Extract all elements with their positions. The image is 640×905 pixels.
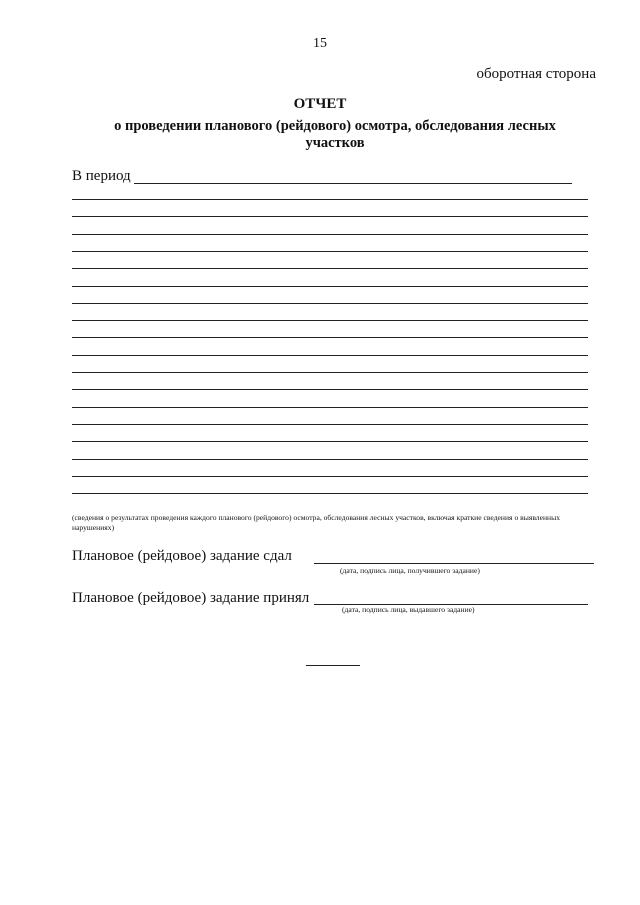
- period-input-line[interactable]: [134, 183, 572, 184]
- results-caption: (сведения о результатах проведения каждого планового (рейдового) осмотра, обследования лесных участков, включая краткие сведения о выявленных нарушениях): [72, 513, 560, 532]
- handed-over-caption: (дата, подпись лица, получившего задание): [340, 566, 480, 575]
- results-line[interactable]: [72, 441, 588, 442]
- received-caption: (дата, подпись лица, выдавшего задание): [342, 605, 475, 614]
- period-label: В период: [72, 168, 131, 184]
- results-line[interactable]: [72, 407, 588, 408]
- results-line[interactable]: [72, 424, 588, 425]
- results-line[interactable]: [72, 216, 588, 217]
- results-line[interactable]: [72, 268, 588, 269]
- results-line[interactable]: [72, 251, 588, 252]
- received-label: Плановое (рейдовое) задание принял: [72, 590, 310, 606]
- results-line[interactable]: [72, 372, 588, 373]
- results-line[interactable]: [72, 355, 588, 356]
- results-line[interactable]: [72, 303, 588, 304]
- results-line[interactable]: [72, 199, 588, 200]
- report-subtitle: о проведении планового (рейдового) осмотра, обследования лесных участков: [114, 118, 556, 151]
- page-number: 15: [313, 36, 327, 51]
- results-line[interactable]: [72, 337, 588, 338]
- results-line[interactable]: [72, 459, 588, 460]
- results-line[interactable]: [72, 493, 588, 494]
- results-line[interactable]: [72, 234, 588, 235]
- results-line[interactable]: [72, 389, 588, 390]
- results-line[interactable]: [72, 286, 588, 287]
- handed-over-label: Плановое (рейдовое) задание сдал: [72, 548, 292, 564]
- end-line: [306, 665, 360, 666]
- report-title: ОТЧЕТ: [293, 96, 347, 112]
- results-line[interactable]: [72, 476, 588, 477]
- side-label: оборотная сторона: [476, 66, 596, 82]
- handed-over-signature-line[interactable]: [314, 563, 594, 564]
- results-line[interactable]: [72, 320, 588, 321]
